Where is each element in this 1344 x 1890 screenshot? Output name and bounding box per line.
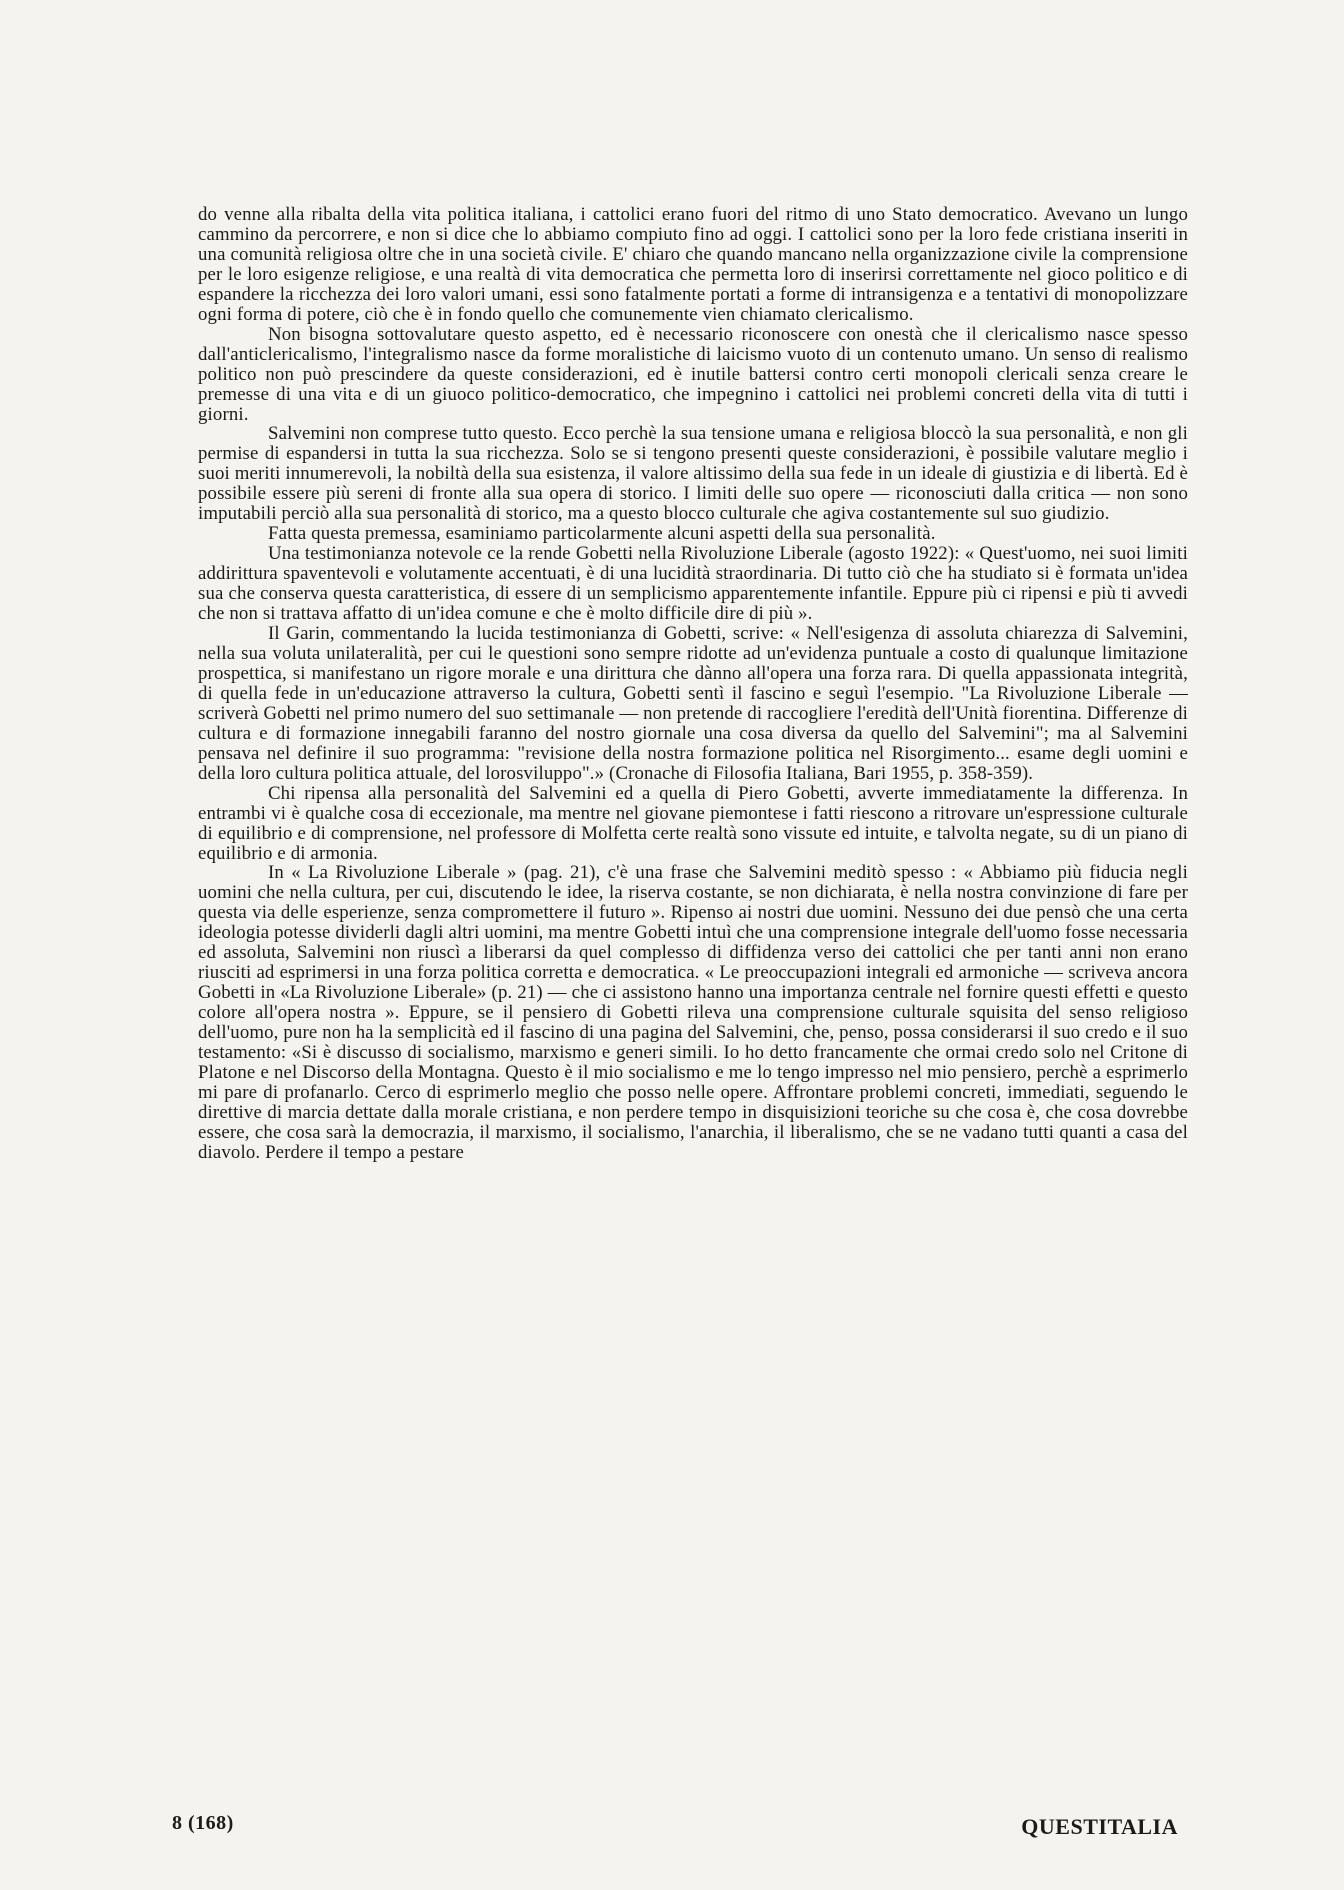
paragraph: do venne alla ribalta della vita politica italiana, i cattolici erano fuori del ritmo di uno Stato democratico. Avevano un lungo cammino da percorrere, e non si dice che lo abbiamo compiuto fino ad oggi. I cattolici sono per la loro fede cristiana inseriti in una comunità religiosa oltre che in una società civile. E' chiaro che quando mancano nella organizzazione civile la comprensione per le loro esigenze religiose, e una realtà di vita democratica che permetta loro di inserirsi correttamente nel gioco politico e di espandere la ricchezza dei loro valori umani, essi sono fatalmente portati a forme di intransigenza e a tentativi di monopolizzare ogni forma di potere, ciò che è in fondo quello che comunemente vien chiamato clericalismo. xyxy=(198,204,1188,325)
paragraph: Non bisogna sottovalutare questo aspetto, ed è necessario riconoscere con onestà che il clericalismo nasce spesso dall'anticlericalismo, l'integralismo nasce da forme moralistiche di laicismo vuoto di un contenuto umano. Un senso di realismo politico non può prescindere da queste considerazioni, ed è inutile battersi contro certi monopoli clericali senza creare le premesse di una vita e di un giuoco politico-democratico, che impegnino i cattolici nei problemi concreti della vita di tutti i giorni. xyxy=(198,323,1188,425)
page-number: 8 (168) xyxy=(172,1812,234,1834)
paragraph: In « La Rivoluzione Liberale » (pag. 21), c'è una frase che Salvemini meditò spesso : « Abbiamo più fiducia negli uomini che nella cultura, per cui, discutendo le idee, la riserva costante, se non dichiarata, è nella nostra convinzione di fare per questa via delle esperienze, senza compromettere il futuro ». Ripenso ai nostri due uomini. Nessuno dei due pensò che una certa ideologia potesse dividerli dagli altri uomini, ma mentre Gobetti intuì che una comprensione integrale dell'uomo fosse necessaria ed assoluta, Salvemini non riuscì a liberarsi da quel complesso di diffidenza verso dei cattolici che per tanti anni non erano riusciti ad esprimersi in una forza politica corretta e democratica. « Le preoccupazioni integrali ed armoniche — scriveva ancora Gobetti in «La Rivoluzione Liberale» (p. 21) — che ci assistono hanno una importanza centrale nel fornire questi effetti e questo colore all'opera nostra ». Eppure, se il pensiero di Gobetti rileva una comprensione culturale squisita del senso religioso dell'uomo, pure non ha la semplicità ed il fascino di una pagina del Salvemini, che, penso, possa considerarsi il suo credo e il suo testamento: «Si è discusso di socialismo, marxismo e generi simili. Io ho detto francamente che ormai credo solo nel Critone di Platone e nel Discorso della Montagna. Questo è il mio socialismo e me lo tengo impresso nel mio pensiero, perchè a esprimerlo mi pare di profanarlo. Cerco di esprimerlo meglio che posso nelle opere. Affrontare problemi concreti, immediati, seguendo le direttive di marcia dettate dalla morale cristiana, e non perdere tempo in disquisizioni teoriche su che cosa è, che cosa dovrebbe essere, che cosa sarà la democrazia, il marxismo, il socialismo, l'anarchia, il liberalismo, che se ne vadano tutti quanti a casa del diavolo. Perdere il tempo a pestare xyxy=(198,862,1188,1163)
page-footer xyxy=(0,1812,1344,1844)
magazine-name: QUESTITALIA xyxy=(1021,1814,1178,1839)
paragraph: Una testimonianza notevole ce la rende Gobetti nella Rivoluzione Liberale (agosto 1922): « Quest'uomo, nei suoi limiti addirittura spaventevoli e volutamente accentuati, è di una lucidità straordinaria. Di tutto ciò che ha studiato si è formata un'idea sua che conserva questa caratteristica, di essere di un semplicismo apparentemente infantile. Eppure più ci ripensi e più ti avvedi che non si trattava affatto di un'idea comune e che è molto difficile dire di più ». xyxy=(198,543,1188,625)
paragraph: Chi ripensa alla personalità del Salvemini ed a quella di Piero Gobetti, avverte immediatamente la differenza. In entrambi vi è qualche cosa di eccezionale, ma mentre nel giovane piemontese i fatti riescono a ritrovare un'espressione culturale di equilibrio e di comprensione, nel professore di Molfetta certe realtà sono vissute ed intuite, e talvolta negate, su di un piano di equilibrio e di armonia. xyxy=(198,782,1188,864)
paragraph: Il Garin, commentando la lucida testimonianza di Gobetti, scrive: « Nell'esigenza di assoluta chiarezza di Salvemini, nella sua voluta unilateralità, per cui le questioni sono sempre ridotte ad un'evidenza puntuale a costo di qualunque limitazione prospettica, si manifestano un rigore morale e una dirittura che dànno all'opera una forza rara. Di quella appassionata integrità, di quella fede in un'educazione attraverso la cultura, Gobetti sentì il fascino e seguì l'esempio. "La Rivoluzione Liberale — scriverà Gobetti nel primo numero del suo settimanale — non pretende di raccogliere l'eredità dell'Unità fiorentina. Differenze di cultura e di formazione innegabili faranno del nostro giornale una cosa diversa da quello del Salvemini"; ma al Salvemini pensava nel definire il suo programma: "revisione della nostra formazione politica nel Risorgimento... esame degli uomini e della loro cultura politica attuale, del lorosviluppo".» (Cronache di Filosofia Italiana, Bari 1955, p. 358-359). xyxy=(198,623,1188,784)
article-body xyxy=(198,205,1188,1163)
paragraph: Salvemini non comprese tutto questo. Ecco perchè la sua tensione umana e religiosa bloccò la sua personalità, e non gli permise di espandersi in tutta la sua ricchezza. Solo se si tengono presenti queste considerazioni, è possibile valutare meglio i suoi meriti innumerevoli, la nobiltà della sua esistenza, il valore altissimo della sua fede in un ideale di giustizia e di libertà. Ed è possibile essere più sereni di fronte alla sua opera di storico. I limiti delle suo opere — riconosciuti dalla critica — non sono imputabili perciò alla sua personalità di storico, ma a questo blocco culturale che agiva costantemente sul suo giudizio. xyxy=(198,423,1188,525)
paragraph: Fatta questa premessa, esaminiamo particolarmente alcuni aspetti della sua personalità. xyxy=(268,523,936,545)
